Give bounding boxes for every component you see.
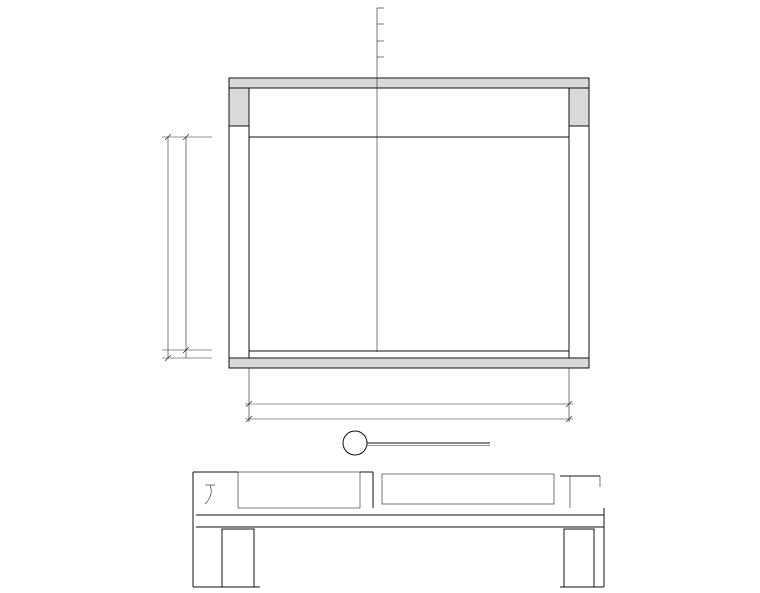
title-block (343, 431, 490, 455)
elevation-frame (229, 78, 589, 368)
callout-leader (377, 8, 384, 352)
horizontal-dimensions (245, 368, 573, 422)
plan-view (193, 472, 604, 587)
vertical-dimensions (162, 134, 212, 361)
